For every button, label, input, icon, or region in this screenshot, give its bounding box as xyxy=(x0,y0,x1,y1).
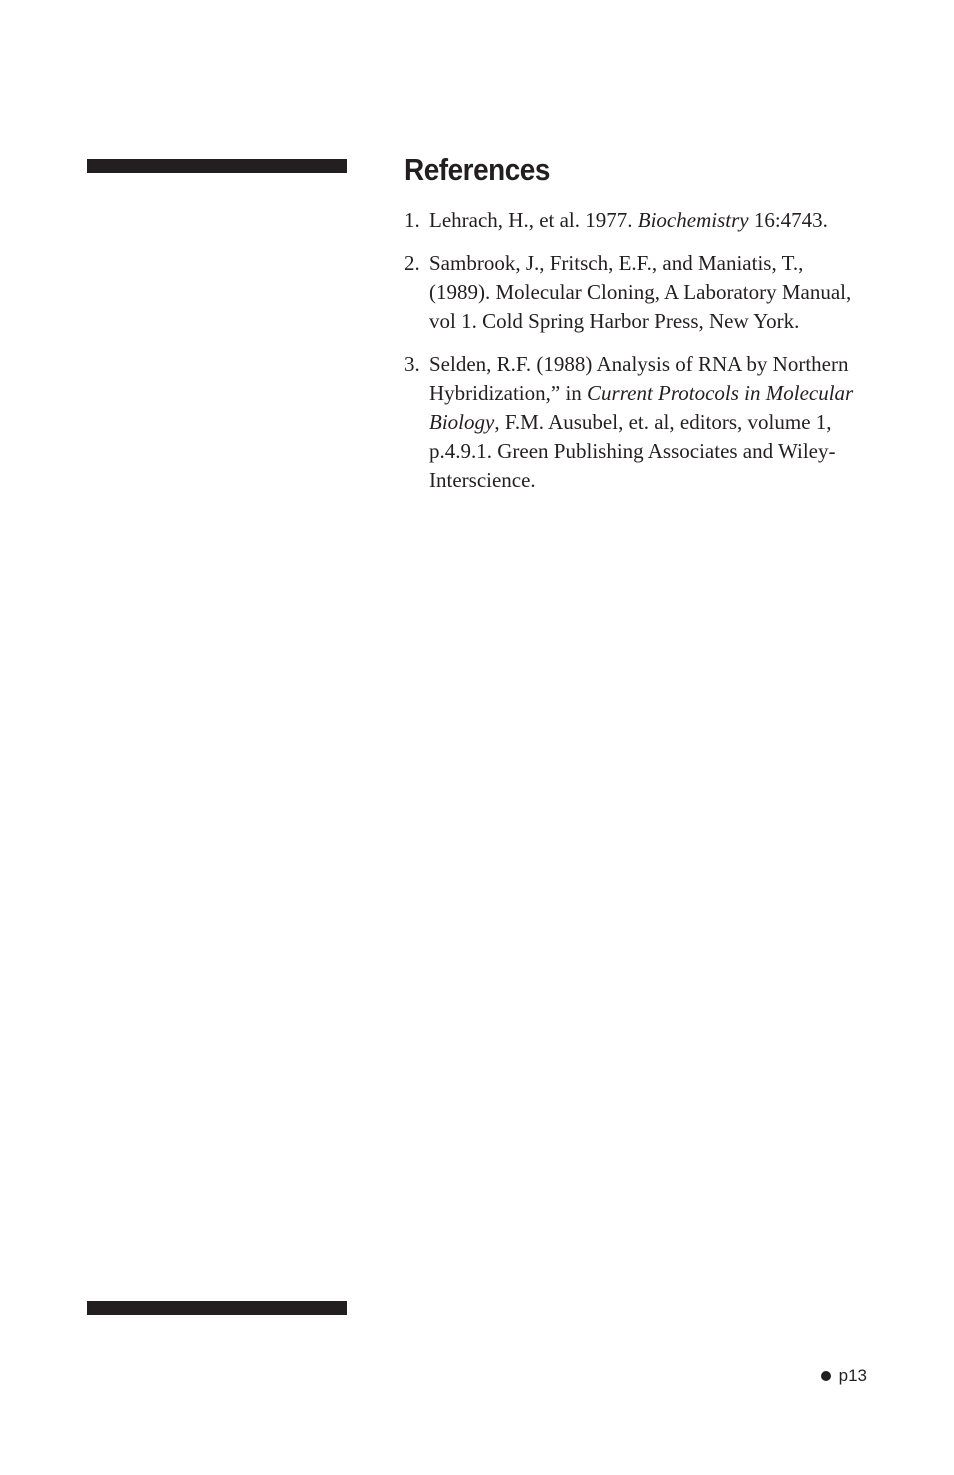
reference-number: 3. xyxy=(404,352,420,376)
reference-journal-italic: Biochemistry xyxy=(637,208,749,232)
reference-text-plain: Selden, R.F. (1988) Analysis of RNA by Northern Hybridization,” in xyxy=(429,352,849,405)
reference-number: 1. xyxy=(404,208,420,232)
bullet-dot-icon xyxy=(821,1371,831,1381)
reference-number: 2. xyxy=(404,251,420,275)
bottom-decorative-rule xyxy=(87,1301,347,1315)
reference-text-plain: , F.M. Ausubel, et. al, editors, volume 1, p.4.9.1. Green Publishing Associates and Wiley-Interscience. xyxy=(429,410,836,492)
top-decorative-rule xyxy=(87,159,347,173)
reference-book-italic: Current Protocols in Molecular Biology xyxy=(429,381,854,434)
page-number: p13 xyxy=(838,1366,867,1385)
reference-text-plain: Lehrach, H., et al. 1977. xyxy=(429,208,638,232)
reference-item-3 xyxy=(404,350,860,495)
reference-item-2 xyxy=(404,249,860,336)
reference-text xyxy=(429,206,860,235)
reference-text xyxy=(429,249,860,336)
reference-item-1 xyxy=(404,206,860,235)
page-footer xyxy=(821,1366,867,1386)
reference-text-plain: Sambrook, J., Fritsch, E.F., and Maniatis, T., (1989). Molecular Cloning, A Laboratory Manual, vol 1. Cold Spring Harbor Press, New York. xyxy=(429,251,852,333)
reference-text-plain: 16:4743. xyxy=(748,208,828,232)
reference-text xyxy=(429,350,860,495)
page-title: References xyxy=(404,152,550,187)
reference-list xyxy=(404,206,860,509)
